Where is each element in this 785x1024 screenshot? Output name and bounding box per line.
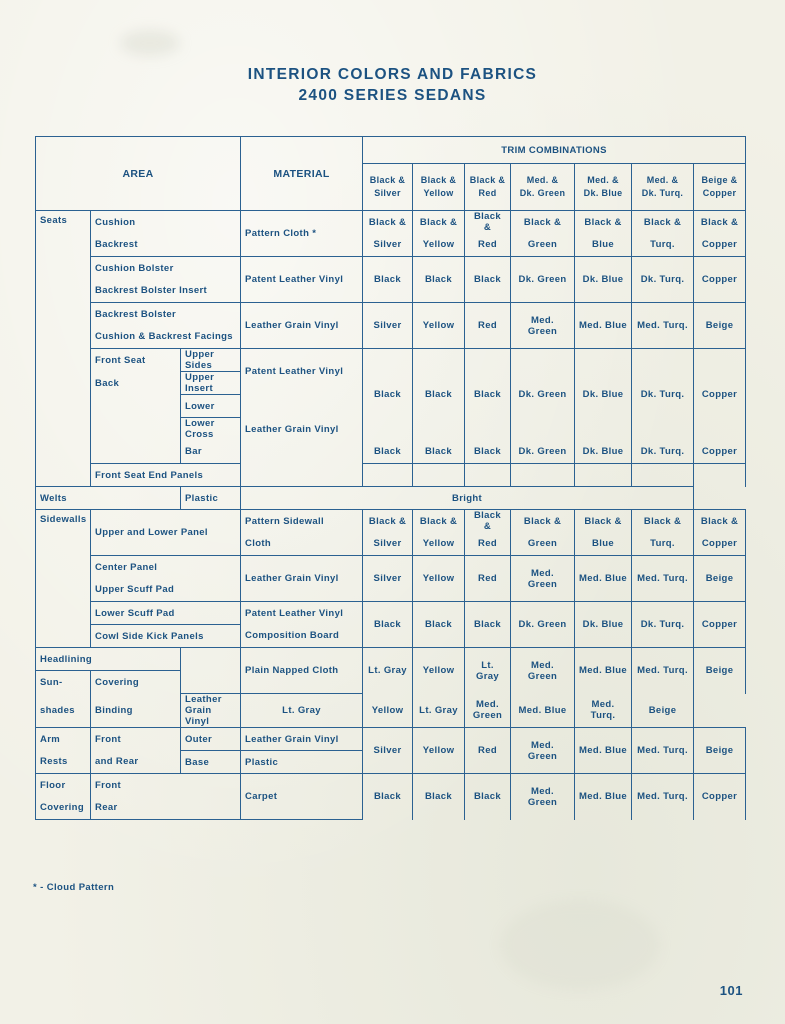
cell-spacer [632, 464, 694, 487]
cell-value: Black & [575, 211, 632, 234]
cell-value: Med. Blue [575, 556, 632, 602]
cell-value: Black & [465, 510, 511, 533]
cell-value: Black & [694, 510, 746, 533]
material-carpet: Carpet [241, 774, 363, 820]
cell-value: Med. Green [511, 728, 575, 774]
cell-value: Black & [363, 211, 413, 234]
cell-value: Copper [694, 602, 746, 648]
cell-value: Lt. Gray [465, 648, 511, 694]
material-leather-grain-vinyl-5: Leather Grain Vinyl [241, 728, 363, 751]
cell-value: Med. Green [511, 556, 575, 602]
trim-column-2 [413, 164, 465, 211]
area-upper-sides: Upper Sides [181, 349, 241, 372]
cell-value: Dk. Green [511, 441, 575, 464]
cell-value: Black & [363, 510, 413, 533]
material-pattern-sidewall: Pattern Sidewall [241, 510, 363, 533]
cell-value: Med. Turq. [632, 648, 694, 694]
trim-column-4-bottom: Dk. Green [519, 188, 566, 198]
cell-value: Med. Turq. [632, 556, 694, 602]
trim-column-7 [694, 164, 746, 211]
paper-smudge [120, 30, 180, 56]
cell-value: Dk. Green [511, 349, 575, 441]
trim-column-3-top: Black & [469, 175, 506, 185]
cell-value: Med. Green [511, 648, 575, 694]
material-patent-leather-vinyl-2: Patent Leather Vinyl [241, 349, 363, 395]
material-pattern-cloth: Pattern Cloth * [241, 211, 363, 257]
interior-colors-table [35, 136, 746, 820]
trim-column-1-bottom: Silver [374, 188, 401, 198]
trim-column-5-bottom: Dk. Blue [583, 188, 623, 198]
area-cowl-side-kick-panels: Cowl Side Kick Panels [95, 630, 204, 642]
cell-value: Red [465, 556, 511, 602]
area-base: Base [181, 751, 241, 774]
trim-column-6 [632, 164, 694, 211]
cell-value: Dk. Blue [575, 441, 632, 464]
cell-value: Lt. Gray [413, 694, 465, 728]
material-patent-leather-vinyl-3: Patent Leather Vinyl [241, 602, 363, 625]
trim-column-2-top: Black & [420, 175, 457, 185]
area-front-seat: Front Seat [91, 349, 181, 372]
cell-value: Blue [575, 533, 632, 556]
cell-value: Black [413, 602, 465, 648]
cell-value: Silver [363, 533, 413, 556]
cell-value: Beige [694, 303, 746, 349]
cell-value: Yellow [413, 728, 465, 774]
material-leather-grain-vinyl-4: Leather Grain Vinyl [181, 694, 241, 728]
cell-spacer [465, 464, 511, 487]
cell-value: Black & [694, 211, 746, 234]
cell-value: Black & [511, 510, 575, 533]
cell-value: Dk. Turq. [632, 441, 694, 464]
cell-value: Silver [363, 728, 413, 774]
area-binding: Binding [91, 694, 181, 728]
cell-value: Copper [694, 774, 746, 820]
material-plastic-2: Plastic [241, 751, 363, 774]
header-area: AREA [36, 137, 241, 211]
area-upper-scuff-pad: Upper Scuff Pad [91, 579, 241, 602]
material-spacer [241, 464, 363, 487]
cell-value: Black & [465, 211, 511, 234]
area-sidewalls: Sidewalls [36, 510, 91, 648]
area-lower-scuff-pad: Lower Scuff Pad [91, 602, 241, 625]
cell-value: Med. Blue [575, 774, 632, 820]
trim-column-1 [363, 164, 413, 211]
material-cloth: Cloth [241, 533, 363, 556]
cell-value: Med. Blue [575, 728, 632, 774]
cell-spacer [511, 464, 575, 487]
cell-value: Black & [511, 211, 575, 234]
cell-value: Black [465, 349, 511, 441]
cell-spacer [575, 464, 632, 487]
page-number: 101 [719, 983, 743, 998]
area-headlining: Headlining [40, 653, 93, 665]
cell-value: Dk. Turq. [632, 602, 694, 648]
area-front-seat-end-panels: Front Seat End Panels [91, 464, 241, 487]
area-shades: shades [36, 694, 91, 728]
area-covering-2: Covering [36, 797, 91, 820]
cell-value: Med. Green [511, 774, 575, 820]
trim-column-3 [465, 164, 511, 211]
cell-value: Copper [694, 441, 746, 464]
trim-column-6-bottom: Dk. Turq. [641, 188, 684, 198]
cell-value: Silver [363, 234, 413, 257]
trim-column-7-bottom: Copper [702, 188, 737, 198]
cell-value: Copper [694, 533, 746, 556]
cell-value: Dk. Blue [575, 602, 632, 648]
area-sun: Sun- [36, 671, 91, 694]
area-rear: Rear [91, 797, 241, 820]
cell-value: Med. Blue [575, 648, 632, 694]
material-leather-grain-vinyl-2: Leather Grain Vinyl [241, 395, 363, 464]
cell-value: Yellow [413, 556, 465, 602]
area-back-spacer-3 [91, 441, 181, 464]
cell-value: Med. Blue [575, 303, 632, 349]
cell-value: Beige [694, 648, 746, 694]
cell-value: Black & [413, 510, 465, 533]
cell-value: Black [465, 774, 511, 820]
cell-value: Black [413, 441, 465, 464]
area-backrest-bolster-insert: Backrest Bolster Insert [91, 280, 241, 303]
cell-value: Yellow [413, 234, 465, 257]
cell-value: Black [363, 441, 413, 464]
cell-value: Lt. Gray [241, 694, 363, 728]
cell-value: Red [465, 234, 511, 257]
area-rests: Rests [36, 751, 91, 774]
area-welts: Welts [36, 487, 181, 510]
cell-value: Red [465, 303, 511, 349]
cell-value: Med. Green [465, 694, 511, 728]
cell-value: Black [363, 602, 413, 648]
cell-value: Beige [632, 694, 694, 728]
cell-value: Black [465, 441, 511, 464]
area-backrest-bolster: Backrest Bolster [91, 303, 241, 326]
cell-value: Med. Turq. [575, 694, 632, 728]
cell-spacer [694, 464, 746, 487]
area-cushion-bolster: Cushion Bolster [91, 257, 241, 280]
cell-value: Black & [413, 211, 465, 234]
area-seats: Seats [36, 211, 91, 487]
cell-value: Black [363, 257, 413, 303]
cell-spacer [363, 464, 413, 487]
area-cushion: Cushion [91, 211, 241, 234]
cell-value: Dk. Green [511, 257, 575, 303]
cell-value: Silver [363, 303, 413, 349]
cell-value: Yellow [413, 648, 465, 694]
material-leather-grain-vinyl-3: Leather Grain Vinyl [241, 556, 363, 602]
cell-value: Turq. [632, 533, 694, 556]
cell-value: Black [413, 349, 465, 441]
trim-column-4-top: Med. & [526, 175, 559, 185]
cell-value: Black [465, 257, 511, 303]
cell-spacer [413, 464, 465, 487]
cell-value: Black [413, 774, 465, 820]
cell-value: Black [413, 257, 465, 303]
cell-value: Yellow [413, 533, 465, 556]
area-floor: Floor [36, 774, 91, 797]
area-cushion-backrest-facings: Cushion & Backrest Facings [91, 326, 241, 349]
material-plain-napped-cloth: Plain Napped Cloth [241, 648, 363, 694]
cell-value: Med. Green [511, 303, 575, 349]
trim-column-7-top: Beige & [701, 175, 738, 185]
trim-column-2-bottom: Yellow [423, 188, 454, 198]
cell-value: Dk. Green [511, 602, 575, 648]
area-and-rear: and Rear [91, 751, 181, 774]
cell-value: Black [465, 602, 511, 648]
cell-value: Beige [694, 556, 746, 602]
cell-value: Turq. [632, 234, 694, 257]
cell-value: Copper [694, 234, 746, 257]
cell-value: Med. Turq. [632, 728, 694, 774]
cell-value: Med. Turq. [632, 774, 694, 820]
cell-value: Dk. Turq. [632, 349, 694, 441]
trim-column-5 [575, 164, 632, 211]
cell-value-bright: Bright [241, 487, 694, 510]
header-trim-combinations: TRIM COMBINATIONS [363, 137, 746, 164]
cell-value: Copper [694, 257, 746, 303]
area-backrest: Backrest [91, 234, 241, 257]
area-upper-and-lower-panel: Upper and Lower Panel [91, 510, 241, 556]
cell-value: Beige [694, 728, 746, 774]
cell-value: Black & [632, 211, 694, 234]
area-back: Back [91, 372, 181, 395]
title-line-2: 2400 SERIES SEDANS [298, 87, 487, 104]
cell-value: Dk. Turq. [632, 257, 694, 303]
cell-value: Black & [632, 510, 694, 533]
cell-value: Green [511, 533, 575, 556]
title-line-1: INTERIOR COLORS AND FABRICS [247, 66, 538, 83]
area-center-panel: Center Panel [91, 556, 241, 579]
cell-value: Green [511, 234, 575, 257]
cell-value: Yellow [413, 303, 465, 349]
cell-value: Black & [575, 510, 632, 533]
area-arm: Arm [36, 728, 91, 751]
area-headlining-cell [36, 648, 181, 671]
cell-value: Med. Blue [511, 694, 575, 728]
area-cowl-side-kick-panels-cell [91, 625, 241, 648]
trim-column-3-bottom: Red [478, 188, 497, 198]
area-covering: Covering [91, 671, 181, 694]
cell-value: Red [465, 533, 511, 556]
cell-value: Yellow [363, 694, 413, 728]
area-lower-cross: Lower Cross [181, 418, 241, 441]
area-front-2: Front [91, 774, 241, 797]
cell-value: Black [363, 349, 413, 441]
area-upper-insert: Upper Insert [181, 372, 241, 395]
area-bar: Bar [181, 441, 241, 464]
area-lower: Lower [181, 395, 241, 418]
cell-value: Copper [694, 349, 746, 441]
cell-value: Dk. Blue [575, 257, 632, 303]
material-plastic: Plastic [181, 487, 241, 510]
material-composition-board: Composition Board [241, 625, 363, 648]
footnote: * - Cloud Pattern [33, 882, 115, 893]
paper-smudge [500, 900, 660, 990]
trim-column-1-top: Black & [369, 175, 406, 185]
material-patent-leather-vinyl: Patent Leather Vinyl [241, 257, 363, 303]
area-outer: Outer [181, 728, 241, 751]
material-leather-grain-vinyl: Leather Grain Vinyl [241, 303, 363, 349]
cell-value: Lt. Gray [363, 648, 413, 694]
cell-value: Dk. Blue [575, 349, 632, 441]
page-title [0, 64, 785, 106]
cell-value: Med. Turq. [632, 303, 694, 349]
material-spacer-2 [181, 648, 241, 671]
cell-value: Red [465, 728, 511, 774]
cell-value: Blue [575, 234, 632, 257]
area-front: Front [91, 728, 181, 751]
header-material: MATERIAL [241, 137, 363, 211]
area-back-spacer-2 [91, 418, 181, 441]
area-back-spacer [91, 395, 181, 418]
trim-column-6-top: Med. & [646, 175, 679, 185]
trim-column-4 [511, 164, 575, 211]
cell-value: Silver [363, 556, 413, 602]
cell-value: Black [363, 774, 413, 820]
trim-column-5-top: Med. & [587, 175, 619, 185]
